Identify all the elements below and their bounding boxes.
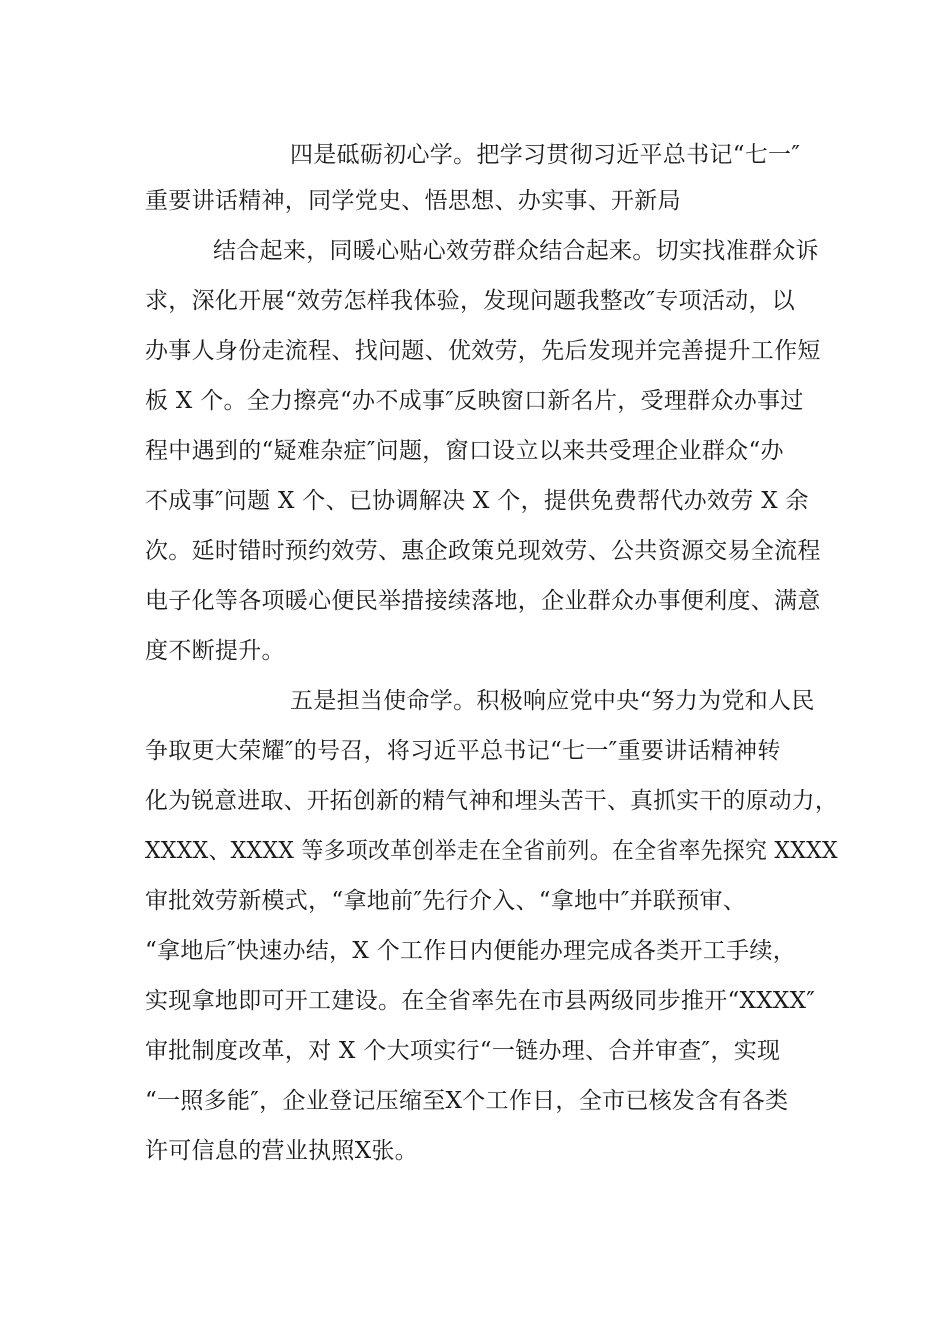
text-line: 审批效劳新模式，“拿地前″先行介入、“拿地中″并联预审、	[145, 888, 747, 914]
text-line: 板 X 个。全力擦亮“办不成事″反映窗口新名片，受理群众办事过	[145, 388, 804, 414]
text-line: 争取更大荣耀″的号召，将习近平总书记“七一″重要讲话精神转	[145, 738, 781, 764]
text-line: 求，深化开展“效劳怎样我体验，发现问题我整改″专项活动，以	[145, 288, 796, 314]
text-line: 办事人身份走流程、找问题、优效劳，先后发现并完善提升工作短	[145, 338, 821, 364]
text-line: XXXX、XXXX 等多项改革创举走在全省前列。在全省率先探究 XXXX	[145, 838, 838, 864]
text-line: 四是砥砺初心学。把学习贯彻习近平总书记“七一″	[290, 142, 801, 168]
text-line: 电子化等各项暖心便民举措接续落地，企业群众办事便利度、满意	[145, 588, 821, 614]
text-line: 许可信息的营业执照X张。	[145, 1138, 418, 1164]
text-line: 实现拿地即可开工建设。在全省率先在市县两级同步推开“XXXX″	[145, 988, 816, 1014]
text-line: 审批制度改革，对 X 个大项实行“一链办理、合并审查″，实现	[145, 1038, 781, 1064]
text-line: 重要讲话精神，同学党史、悟思想、办实事、开新局	[145, 188, 681, 214]
text-line: 次。延时错时预约效劳、惠企政策兑现效劳、公共资源交易全流程	[145, 538, 821, 564]
text-line: 五是担当使命学。积极响应党中央“努力为党和人民	[290, 688, 815, 714]
text-line: 度不断提升。	[145, 638, 285, 664]
text-line: “拿地后″快速办结，X 个工作日内便能办理完成各类开工手续，	[145, 938, 797, 964]
text-line: 不成事″问题 X 个、已协调解决 X 个，提供免费帮代办效劳 X 余	[145, 488, 809, 514]
text-line: 程中遇到的“疑难杂症″问题，窗口设立以来共受理企业群众“办	[145, 438, 784, 464]
text-line: “一照多能″，企业登记压缩至X个工作日，全市已核发含有各类	[145, 1088, 789, 1114]
text-line: 化为锐意进取、开拓创新的精气神和埋头苦干、真抓实干的原动力，	[145, 788, 838, 814]
text-line: 结合起来，同暖心贴心效劳群众结合起来。切实找准群众诉	[213, 238, 819, 264]
